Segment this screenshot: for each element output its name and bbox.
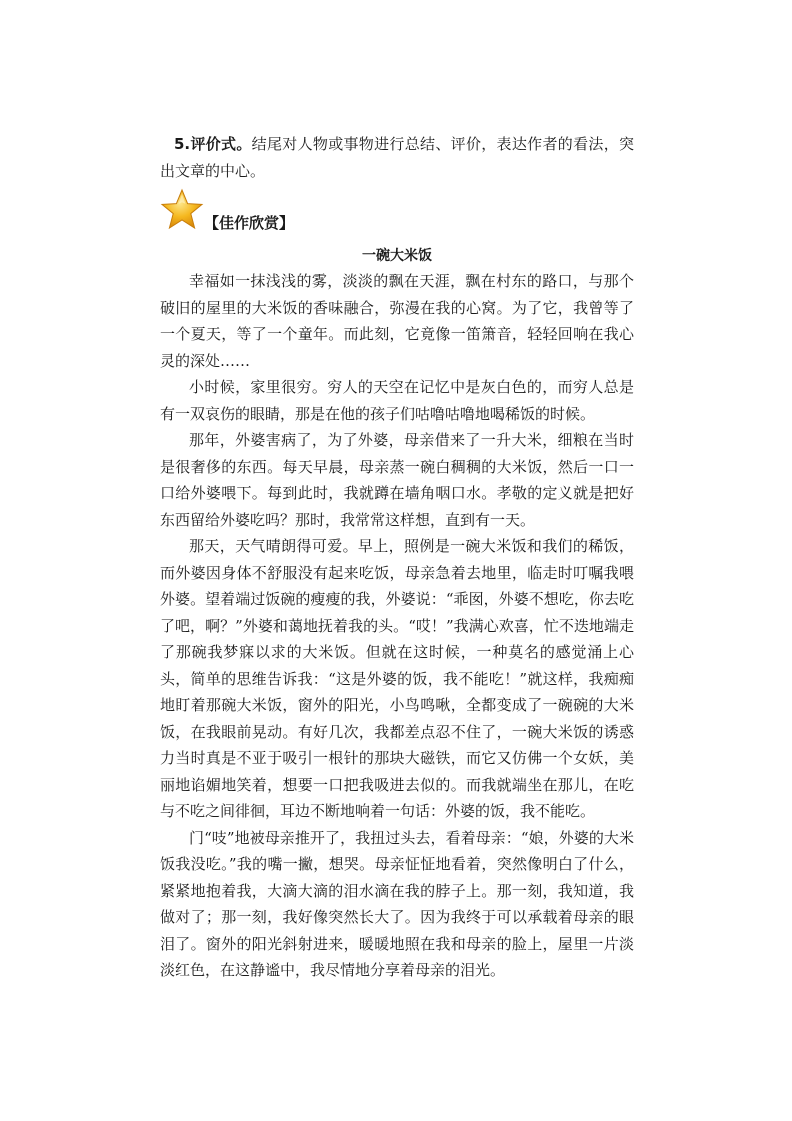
- essay-paragraph: 门“吱”地被母亲推开了，我扭过头去，看着母亲：“娘，外婆的大米饭我没吃。”我的嘴一撇，想哭。母亲怔怔地看着，突然像明白了什么，紧紧地抱着我，大滴大滴的泪水滴在我的脖子上。那一刻，我知道，我做对了；那一刻，我好像突然长大了。因为我终于可以承载着母亲的眼泪了。窗外的阳光斜射进来，暖暖地照在我和母亲的脸上，屋里一片淡淡红色，在这静谧中，我尽情地分享着母亲的泪光。: [160, 828, 634, 979]
- intro-text: 结尾对人物或事物进行总结、评价，表达作者的看法，突出文章的中心。: [160, 135, 634, 180]
- star-icon: [160, 188, 204, 232]
- essay-paragraph: 小时候，家里很穷。穷人的天空在记忆中是灰白色的，而穷人总是有一双哀伤的眼睛，那是在他的孩子们咕噜咕噜地喝稀饭的时候。: [160, 378, 634, 423]
- intro-lead: 5.评价式。: [174, 135, 252, 153]
- intro-paragraph: [160, 131, 634, 184]
- essay-paragraph: 那天，天气晴朗得可爱。早上，照例是一碗大米饭和我们的稀饭，而外婆因身体不舒服没有起来吃饭，母亲急着去地里，临走时叮嘱我喂外婆。望着端过饭碗的瘦瘦的我，外婆说：“乖囡，外婆不想吃，你去吃了吧，啊？”外婆和蔼地抚着我的头。“哎！”我满心欢喜，忙不迭地端走了那碗我梦寐以求的大米饭。但就在这时候，一种莫名的感觉涌上心头，简单的思维告诉我：“这是外婆的饭，我不能吃！”就这样，我痴痴地盯着那碗大米饭，窗外的阳光，小鸟鸣啾，全都变成了一碗碗的大米饭，在我眼前晃动。有好几次，我都差点忍不住了，一碗大米饭的诱惑力当时真是不亚于吸引一根针的那块大磁铁，而它又仿佛一个女妖，美丽地谄媚地笑着，想要一口把我吸进去似的。而我就端坐在那儿，在吃与不吃之间徘徊，耳边不断地响着一句话：外婆的饭，我不能吃。: [160, 537, 634, 820]
- essay-paragraph: 那年，外婆害病了，为了外婆，母亲借来了一升大米，细粮在当时是很奢侈的东西。每天早晨，母亲蒸一碗白稠稠的大米饭，然后一口一口给外婆喂下。每到此时，我就蹲在墙角咽口水。孝敬的定义就是把好东西留给外婆吃吗？那时，我常常这样想，直到有一天。: [160, 431, 634, 529]
- section-heading: 【佳作欣赏】: [204, 214, 295, 232]
- section-heading-row: [160, 188, 460, 238]
- essay-title: 一碗大米饭: [362, 248, 432, 264]
- essay-paragraph: 幸福如一抹浅浅的雾，淡淡的飘在天涯，飘在村东的路口，与那个破旧的屋里的大米饭的香味融合，弥漫在我的心窝。为了它，我曾等了一个夏天，等了一个童年。而此刻，它竟像一笛箫音，轻轻回响在我心灵的深处……: [160, 272, 634, 370]
- essay-body: [160, 268, 634, 984]
